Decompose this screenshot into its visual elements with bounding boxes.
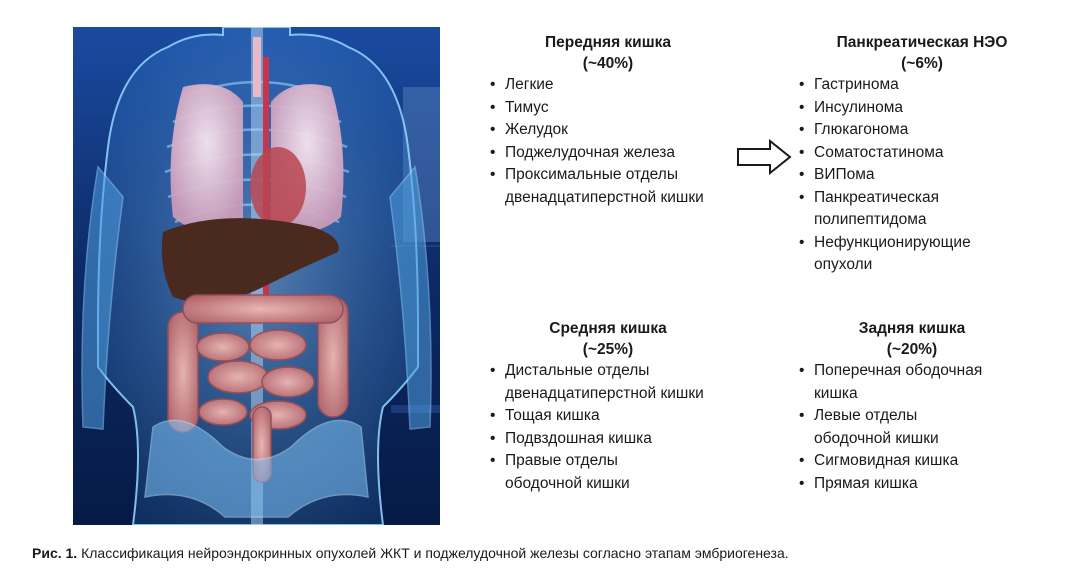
pancreatic-net-title: Панкреатическая НЭО (836, 34, 1008, 51)
list-item: • Панкреатическая полипептидома (797, 187, 1004, 232)
hindgut-block (797, 318, 1027, 495)
figure-caption (32, 544, 1072, 562)
foregut-list (488, 74, 728, 209)
list-item: • Поджелудочная железа (488, 142, 728, 165)
list-item: • Дистальные отделы двенадцатиперстной кишки (488, 360, 715, 405)
foregut-share: (~40%) (582, 55, 634, 72)
list-item: • Инсулинома (797, 97, 1047, 120)
list-item: • ВИПома (797, 164, 1047, 187)
foregut-title: Передняя кишка (544, 34, 672, 51)
midgut-title: Средняя кишка (549, 320, 667, 337)
list-item: • Глюкагонома (797, 119, 1047, 142)
pancreatic-net-list (797, 74, 1047, 277)
list-item: • Левые отделы ободочной кишки (797, 405, 989, 450)
foregut-block (488, 32, 728, 209)
list-item: • Прямая кишка (797, 473, 1027, 496)
pancreatic-net-share: (~6%) (901, 55, 943, 72)
list-item: • Тимус (488, 97, 728, 120)
midgut-block (488, 318, 728, 495)
arrow-right-icon (736, 139, 794, 175)
caption-text: Классификация нейроэндокринных опухолей ЖКТ и поджелудочной железы согласно этапам эмбриогенеза. (77, 545, 789, 561)
list-item: • Легкие (488, 74, 728, 97)
midgut-share: (~25%) (582, 341, 634, 358)
list-item: • Гастринома (797, 74, 1047, 97)
list-item: • Поперечная ободочная кишка (797, 360, 984, 405)
hindgut-title: Задняя кишка (858, 320, 966, 337)
list-item: • Правые отделы ободочной кишки (488, 450, 675, 495)
anatomy-illustration (73, 27, 440, 525)
hindgut-list (797, 360, 1027, 495)
list-item: • Желудок (488, 119, 728, 142)
midgut-list (488, 360, 728, 495)
list-item: • Нефункционирующие опухоли (797, 232, 1024, 277)
pancreatic-net-block (797, 32, 1047, 277)
list-item: • Соматостатинома (797, 142, 1047, 165)
hindgut-share: (~20%) (886, 341, 938, 358)
caption-label: Рис. 1. (32, 545, 78, 561)
list-item: • Тощая кишка (488, 405, 728, 428)
list-item: • Подвздошная кишка (488, 428, 728, 451)
list-item: • Проксимальные отделы двенадцатиперстной кишки (488, 164, 715, 209)
list-item: • Сигмовидная кишка (797, 450, 1027, 473)
